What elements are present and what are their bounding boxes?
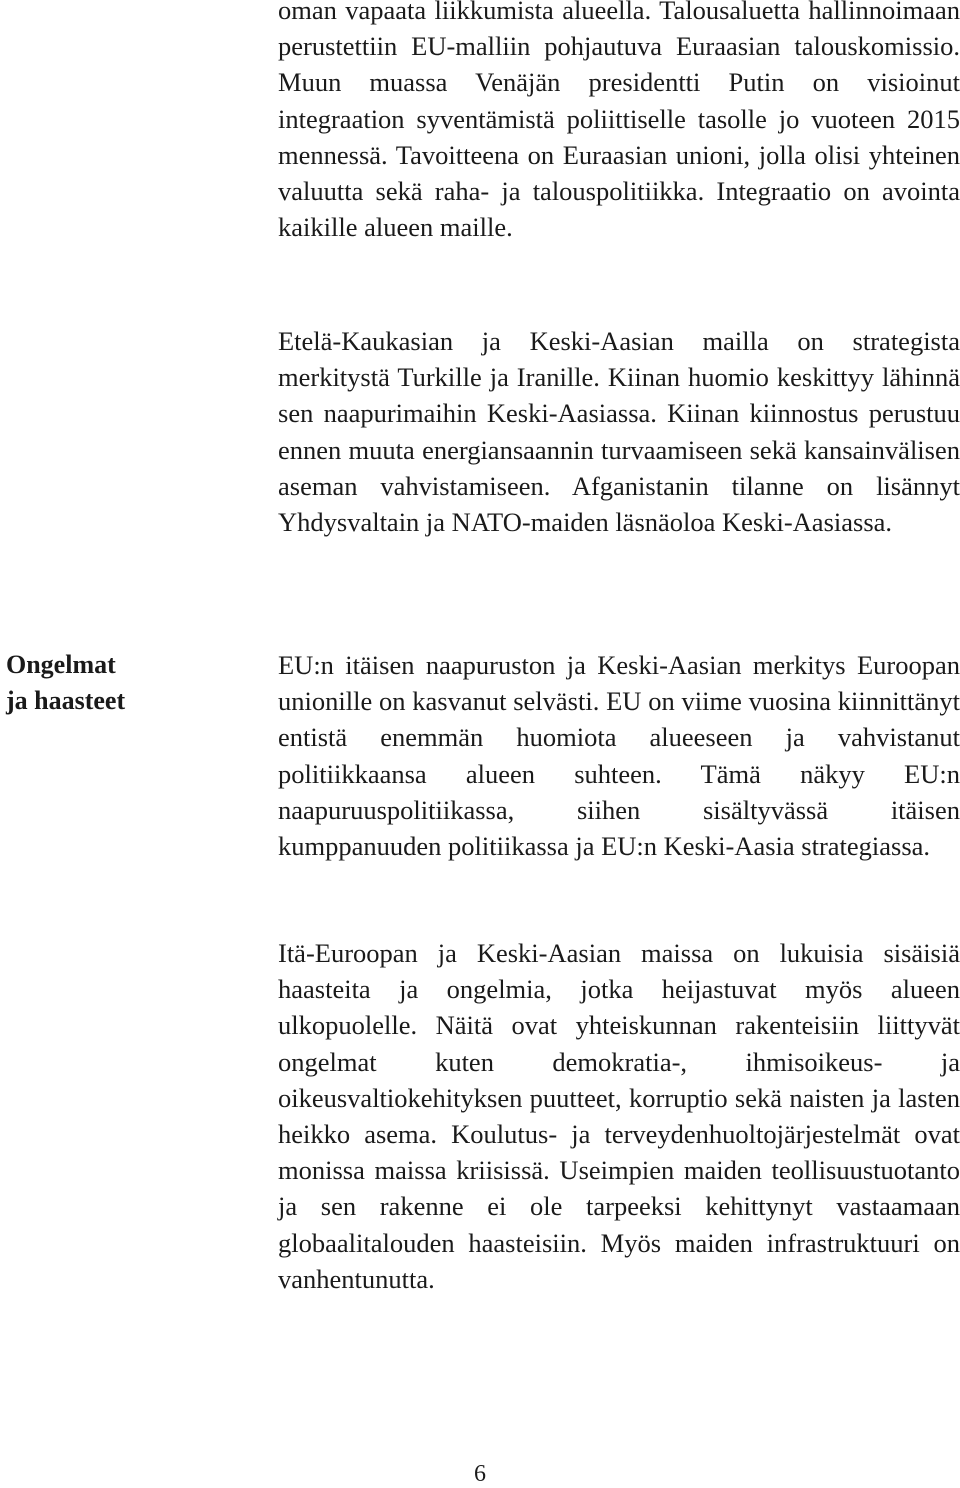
page-number: 6	[474, 1461, 486, 1487]
side-heading-line-1: Ongelmat	[6, 650, 116, 679]
body-paragraph-3: EU:n itäisen naapuruston ja Keski-Aasian merkitys Euroopan unionille on kasvanut selvästi. EU on viime vuosina kiinnittänyt entistä enemmän huomiota alueeseen ja vahvistanut politiikkaansa alueen suhteen. Tämä näkyy EU:n naapuruuspolitiikassa, siihen sisältyvässä itäisen kumppanuuden politiikassa ja EU:n Keski-Aasia strategiassa.	[278, 650, 960, 862]
side-heading-line-2: ja haasteet	[6, 686, 126, 715]
body-paragraph-1: oman vapaata liikkumista alueella. Talousaluetta hallinnoimaan perustettiin EU-malliin pohjautuva Euraasian talouskomissio. Muun muassa Venäjän presidentti Putin on visioinut integraation syventämistä poliittiselle tasolle jo vuoteen 2015 mennessä. Tavoitteena on Euraasian unioni, jolla olisi yhteinen valuutta sekä raha- ja talouspolitiikka. Integraatio on avointa kaikille alueen maille.	[278, 0, 960, 243]
body-paragraph-4: Itä-Euroopan ja Keski-Aasian maissa on lukuisia sisäisiä haasteita ja ongelmia, jotka heijastuvat myös alueen ulkopuolelle. Näitä ovat yhteiskunnan rakenteisiin liittyvät ongelmat kuten demokratia-, ihmisoikeus- ja oikeusvaltiokehityksen puutteet, korruptio sekä naisten ja lasten heikko asema. Koulutus- ja terveydenhuoltojärjestelmät ovat monissa maissa kriisissä. Useimpien maiden teollisuustuotanto ja sen rakenne ei ole tarpeeksi kehittynyt vastaamaan globaalitalouden haasteisiin. Myös maiden infrastruktuuri on vanhentunutta.	[278, 938, 960, 1294]
body-paragraph-2: Etelä-Kaukasian ja Keski-Aasian mailla on strategista merkitystä Turkille ja Iranille. Kiinan huomio keskittyy lähinnä sen naapurimaihin Keski-Aasiassa. Kiinan kiinnostus perustuu ennen muuta energiansaannin turvaamiseen sekä kansainvälisen aseman vahvistamiseen. Afganistanin tilanne on lisännyt Yhdysvaltain ja NATO-maiden läsnäoloa Keski-Aasiassa.	[278, 326, 960, 538]
side-heading	[6, 647, 256, 719]
